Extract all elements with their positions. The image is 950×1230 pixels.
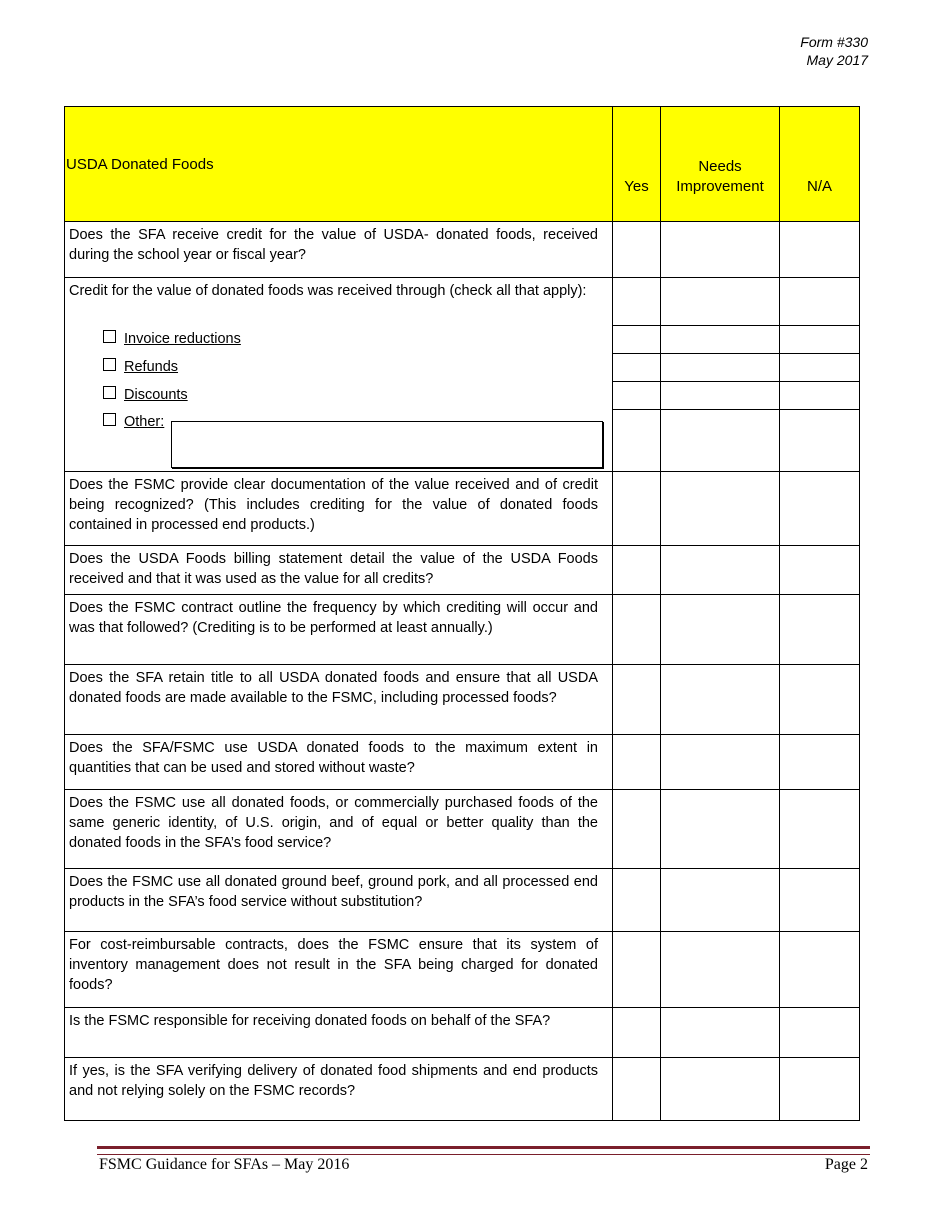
na-cell[interactable] [780, 546, 860, 595]
table-row [65, 222, 860, 278]
yes-cell[interactable] [613, 472, 661, 546]
improvement-label: Improvement [676, 178, 764, 195]
needs-improvement-cell[interactable] [661, 410, 780, 472]
needs-improvement-cell[interactable] [661, 472, 780, 546]
checkbox-icon[interactable] [103, 358, 116, 371]
form-identifier [800, 33, 868, 69]
form-number: Form #330 [800, 34, 868, 50]
other-text-field[interactable] [171, 421, 603, 468]
option-row [65, 354, 860, 382]
needs-improvement-cell[interactable] [661, 790, 780, 869]
na-column-header: N/A [780, 107, 860, 222]
form-date: May 2017 [806, 52, 868, 68]
na-cell[interactable] [780, 382, 860, 410]
option-discounts[interactable]: Discounts [65, 382, 613, 410]
needs-improvement-cell[interactable] [661, 546, 780, 595]
na-cell[interactable] [780, 790, 860, 869]
page-number: Page 2 [824, 1156, 868, 1173]
na-cell[interactable] [780, 222, 860, 278]
section-title: USDA Donated Foods [65, 107, 613, 222]
option-row [65, 326, 860, 354]
needs-improvement-cell[interactable] [661, 1058, 780, 1121]
option-other [65, 410, 613, 472]
na-cell[interactable] [780, 326, 860, 354]
needs-improvement-cell[interactable] [661, 354, 780, 382]
table-row [65, 869, 860, 932]
option-refunds[interactable]: Refunds [65, 354, 613, 382]
needs-improvement-cell[interactable] [661, 665, 780, 735]
table-row [65, 790, 860, 869]
table-row [65, 546, 860, 595]
yes-cell[interactable] [613, 869, 661, 932]
needs-label: Needs [698, 158, 742, 175]
na-cell[interactable] [780, 472, 860, 546]
needs-improvement-cell[interactable] [661, 1008, 780, 1058]
yes-cell[interactable] [613, 595, 661, 665]
question-text: For cost-reimbursable contracts, does the FSMC ensure that its system of inventory management does not result in the SFA being charged for donated foods? [65, 932, 613, 1008]
option-row [65, 382, 860, 410]
needs-improvement-cell[interactable] [661, 222, 780, 278]
table-row [65, 1008, 860, 1058]
needs-improvement-column-header [661, 107, 780, 222]
yes-cell[interactable] [613, 326, 661, 354]
na-cell[interactable] [780, 410, 860, 472]
na-cell[interactable] [780, 278, 860, 326]
needs-improvement-cell[interactable] [661, 735, 780, 790]
question-text: Does the FSMC contract outline the frequency by which crediting will occur and was that followed? (Crediting is to be performed at least annually.) [65, 595, 613, 665]
yes-column-header: Yes [613, 107, 661, 222]
needs-improvement-cell[interactable] [661, 869, 780, 932]
na-cell[interactable] [780, 595, 860, 665]
needs-improvement-cell[interactable] [661, 326, 780, 354]
question-text: Does the USDA Foods billing statement detail the value of the USDA Foods received and that it was used as the value for all credits? [65, 546, 613, 595]
yes-cell[interactable] [613, 410, 661, 472]
donated-foods-checklist [64, 106, 860, 1121]
yes-cell[interactable] [613, 546, 661, 595]
header-row [65, 107, 860, 222]
yes-cell[interactable] [613, 932, 661, 1008]
table-row [65, 595, 860, 665]
question-text: Does the FSMC use all donated foods, or commercially purchased foods of the same generic identity, of U.S. origin, and of equal or better quality than the donated foods in the SFA’s food service? [65, 790, 613, 869]
table-row [65, 278, 860, 326]
question-text: Is the FSMC responsible for receiving donated foods on behalf of the SFA? [65, 1008, 613, 1058]
yes-cell[interactable] [613, 665, 661, 735]
option-row [65, 410, 860, 472]
na-cell[interactable] [780, 1058, 860, 1121]
na-cell[interactable] [780, 665, 860, 735]
question-text: Does the SFA receive credit for the value of USDA- donated foods, received during the school year or fiscal year? [65, 222, 613, 278]
option-invoice-reductions[interactable]: Invoice reductions [65, 326, 613, 354]
table-row [65, 735, 860, 790]
na-cell[interactable] [780, 869, 860, 932]
needs-improvement-cell[interactable] [661, 932, 780, 1008]
question-text: Does the FSMC use all donated ground beef, ground pork, and all processed end products in the SFA’s food service without substitution? [65, 869, 613, 932]
footer-divider [97, 1146, 870, 1155]
na-cell[interactable] [780, 932, 860, 1008]
needs-improvement-cell[interactable] [661, 595, 780, 665]
needs-improvement-cell[interactable] [661, 382, 780, 410]
needs-improvement-cell[interactable] [661, 278, 780, 326]
yes-cell[interactable] [613, 222, 661, 278]
question-text: Does the SFA retain title to all USDA donated foods and ensure that all USDA donated foods are made available to the FSMC, including processed foods? [65, 665, 613, 735]
na-cell[interactable] [780, 1008, 860, 1058]
yes-cell[interactable] [613, 354, 661, 382]
checkbox-icon[interactable] [103, 413, 116, 426]
yes-cell[interactable] [613, 1058, 661, 1121]
na-cell[interactable] [780, 354, 860, 382]
table-row [65, 665, 860, 735]
question-text: If yes, is the SFA verifying delivery of donated food shipments and end products and not relying solely on the FSMC records? [65, 1058, 613, 1121]
yes-cell[interactable] [613, 278, 661, 326]
other-label: Other: [124, 413, 165, 430]
yes-cell[interactable] [613, 790, 661, 869]
checkbox-icon[interactable] [103, 386, 116, 399]
yes-cell[interactable] [613, 382, 661, 410]
yes-cell[interactable] [613, 735, 661, 790]
table-row [65, 472, 860, 546]
yes-cell[interactable] [613, 1008, 661, 1058]
question-text: Does the FSMC provide clear documentation of the value received and of credit being recognized? (This includes crediting for the value of donated foods contained in processed end products.) [65, 472, 613, 546]
table-row [65, 1058, 860, 1121]
na-cell[interactable] [780, 735, 860, 790]
question-text: Does the SFA/FSMC use USDA donated foods to the maximum extent in quantities that can be used and stored without waste? [65, 735, 613, 790]
question-text: Credit for the value of donated foods was received through (check all that apply): [65, 278, 613, 326]
table-row [65, 932, 860, 1008]
checkbox-icon[interactable] [103, 330, 116, 343]
footer-title: FSMC Guidance for SFAs – May 2016 [99, 1156, 350, 1173]
